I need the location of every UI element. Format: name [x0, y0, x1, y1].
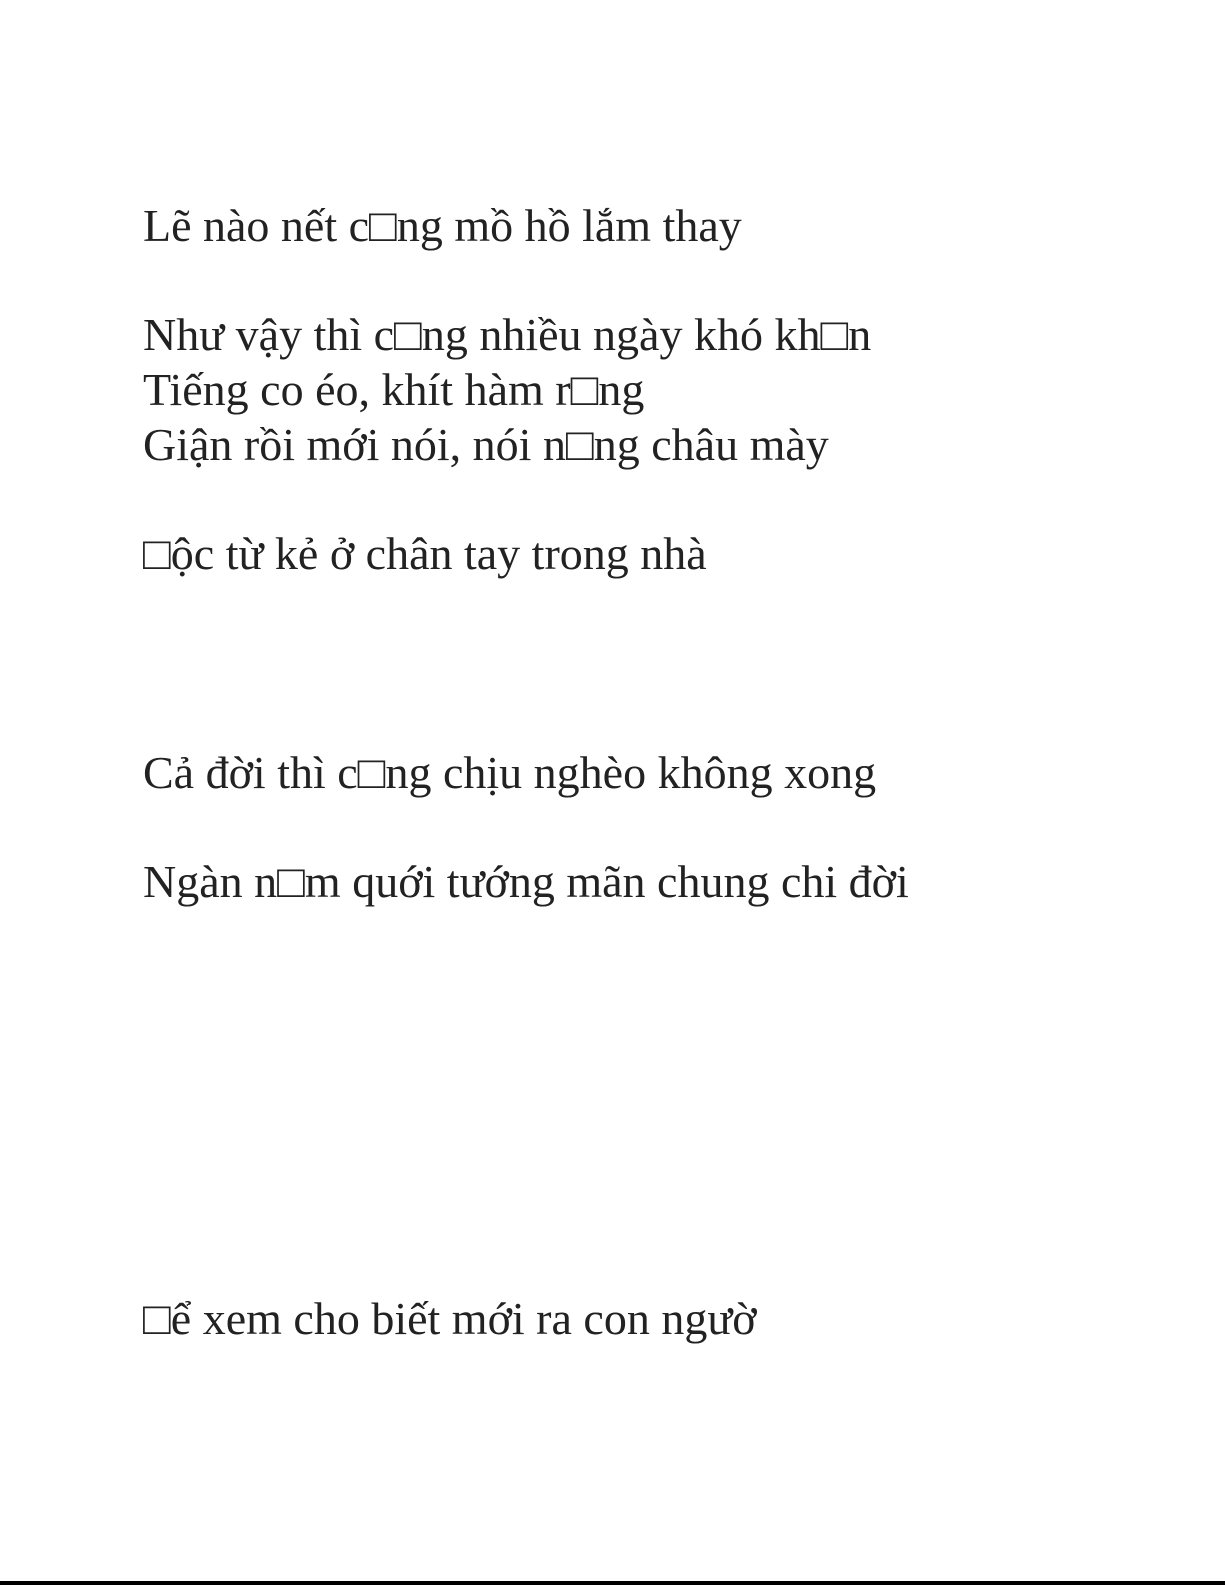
- bottom-border: [0, 1581, 1225, 1585]
- poem-line-6: Cả đời thì c□ng chịu nghèo không xong: [143, 747, 877, 798]
- poem-line-2: Như vậy thì c□ng nhiều ngày khó kh□n: [143, 309, 872, 360]
- poem-line-1: Lẽ nào nết c□ng mồ hồ lắm thay: [143, 200, 742, 251]
- poem-line-4: Giận rồi mới nói, nói n□ng châu mày: [143, 419, 829, 470]
- poem-line-7: Ngàn n□m quới tướng mãn chung chi đời: [143, 856, 909, 907]
- poem-line-5: □ộc từ kẻ ở chân tay trong nhà: [143, 528, 707, 579]
- poem-line-3: Tiếng co éo, khít hàm r□ng: [143, 364, 645, 415]
- poem-line-8: □ể xem cho biết mới ra con ngườ: [143, 1293, 757, 1344]
